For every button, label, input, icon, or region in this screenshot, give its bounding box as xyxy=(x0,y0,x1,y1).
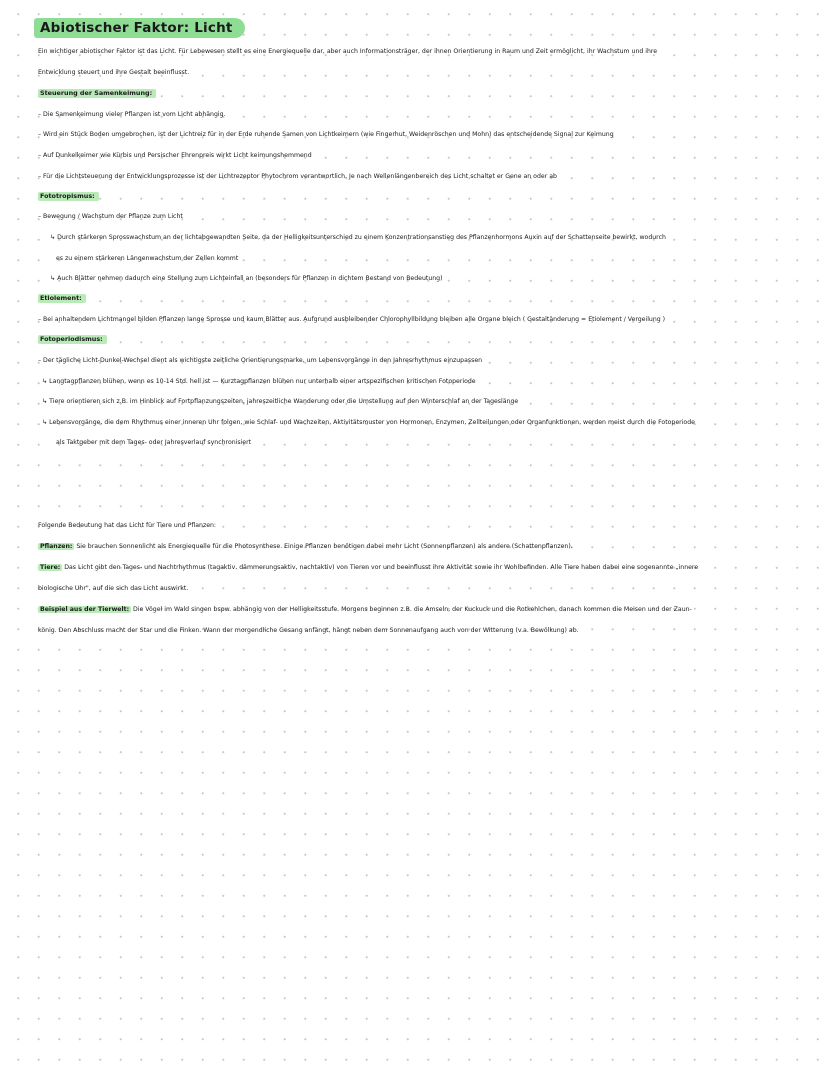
list-item: ↳ Lebensvorgänge, die dem Rhythmus einer inneren Uhr folgen, wie Schlaf- und Wachzeiten, Aktivitätsmuster von Hormonen, Enzymen, Zellteilungen oder Organfunktionen, werden meist durch die Fotoperiode xyxy=(42,419,695,426)
heading-etiolement: Etiolement: xyxy=(38,294,86,303)
list-item: ↳ Langtagpflanzen blühen, wenn es 10-14 Std. hell ist — Kurztagpflanzen blühen nur unterhalb einer artspezifischen kritischen Fotoperiode xyxy=(42,378,476,385)
list-item: – Der tägliche Licht-Dunkel-Wechsel dient als wichtigste zeitliche Orientierungsmarke, um Lebensvorgänge in den Jahresrhythmus einzupassen xyxy=(38,357,483,364)
list-item: ↳ Durch stärkeren Sprosswachstum an der lichtabgewandten Seite, da der Helligkeitsunterschied zu einem Konzentrationsanstieg des Pflanzenhormons Auxin auf der Schattenseite bewirkt, wodurch xyxy=(50,234,666,241)
list-item: – Bei anhaltendem Lichtmangel bilden Pflanzen lange Sprosse und kaum Blätter aus. Aufgrund ausbleibender Chlorophyllbildung bleiben alle Organe bleich ( Gestaltänderung = Etiolement / Vergeilung ) xyxy=(38,316,666,323)
beispiel-text: Die Vögel im Wald singen bspw. abhängig von der Helligkeitsstufe. Morgens beginnen z.B. die Amseln, der Kuckuck und die Rotkehlchen, danach kommen die Meisen und der Zaun- xyxy=(133,606,692,613)
beispiel-label: Beispiel aus der Tierwelt: xyxy=(40,606,130,613)
heading-fotoperiodismus: Fotoperiodismus: xyxy=(38,335,107,344)
beispiel-paragraph xyxy=(38,605,798,614)
beispiel-text-continued: könig. Den Abschluss macht der Star und die Finken. Wann der morgendliche Gesang anfängt, hängt neben dem Sonnenaufgang auch von der Witterung (v.a. Bewölkung) ab. xyxy=(38,627,579,634)
intro-line: Entwicklung steuert und ihre Gestalt beeinflusst. xyxy=(38,69,190,76)
list-item: – Die Samenkeimung vieler Pflanzen ist vom Licht abhängig. xyxy=(38,111,226,118)
tiere-text: Das Licht gibt den Tages- und Nachtrhythmus (tagaktiv, dämmerungsaktiv, nachtaktiv) von Tieren vor und beeinflusst ihre Aktivität sowie ihr Wohlbefinden. Alle Tiere haben dabei eine sogenannte „innere xyxy=(64,564,699,571)
list-item: – Bewegung / Wachstum der Pflanze zum Licht xyxy=(38,213,183,220)
heading-samenkeimung: Steuerung der Samenkeimung: xyxy=(38,89,156,98)
list-item: – Auf Dunkelkeimer wie Kürbis und Persischer Ehrenpreis wirkt Licht keimungshemmend xyxy=(38,152,312,159)
bedeutung-intro: Folgende Bedeutung hat das Licht für Tiere und Pflanzen: xyxy=(38,522,217,529)
pflanzen-label: Pflanzen: xyxy=(40,543,73,550)
list-item: – Für die Lichtsteuerung der Entwicklungsprozesse ist der Lichtrezeptor Phytochrom verantwortlich. Je nach Wellenlängenbereich des Licht schaltet er Gene an oder ab xyxy=(38,173,557,180)
tiere-text-continued: biologische Uhr", auf die sich das Licht auswirkt. xyxy=(38,585,189,592)
page-title: Abiotischer Faktor: Licht xyxy=(34,18,245,38)
pflanzen-paragraph xyxy=(38,542,798,551)
tiere-paragraph xyxy=(38,563,798,572)
list-item: als Taktgeber mit dem Tages- oder Jahresverlauf synchronisiert xyxy=(56,439,252,446)
list-item: ↳ Auch Blätter nehmen dadurch eine Stellung zum Lichteinfall an (besonders für Pflanzen in dichtem Bestand von Bedeutung) xyxy=(50,275,443,282)
tiere-label: Tiere: xyxy=(40,564,61,571)
list-item: ↳ Tiere orientieren sich z.B. im Hinblick auf Fortpflanzungszeiten, jahreszeitliche Wanderung oder die Umstellung auf den Winterschlaf an der Tageslänge xyxy=(42,398,519,405)
intro-line: Ein wichtiger abiotischer Faktor ist das Licht. Für Lebewesen stellt es eine Energiequelle dar, aber auch Informationsträger, der ihnen Orientierung in Raum und Zeit ermöglicht, ihr Wachstum und ihre xyxy=(38,48,658,55)
heading-fototropismus: Fototropismus: xyxy=(38,192,99,201)
list-item: – Wird ein Stück Boden umgebrochen, ist der Lichtreiz für in der Erde ruhende Samen von Lichtkeimern (wie Fingerhut, Weidenröschen und Mohn) das entscheidende Signal zur Keimung xyxy=(38,131,614,138)
pflanzen-text: Sie brauchen Sonnenlicht als Energiequelle für die Photosynthese. Einige Pflanzen benötigen dabei mehr Licht (Sonnenpflanzen) als andere (Schattenpflanzen). xyxy=(76,543,573,550)
list-item: es zu einem stärkeren Längenwachstum der Zellen kommt xyxy=(56,255,239,262)
